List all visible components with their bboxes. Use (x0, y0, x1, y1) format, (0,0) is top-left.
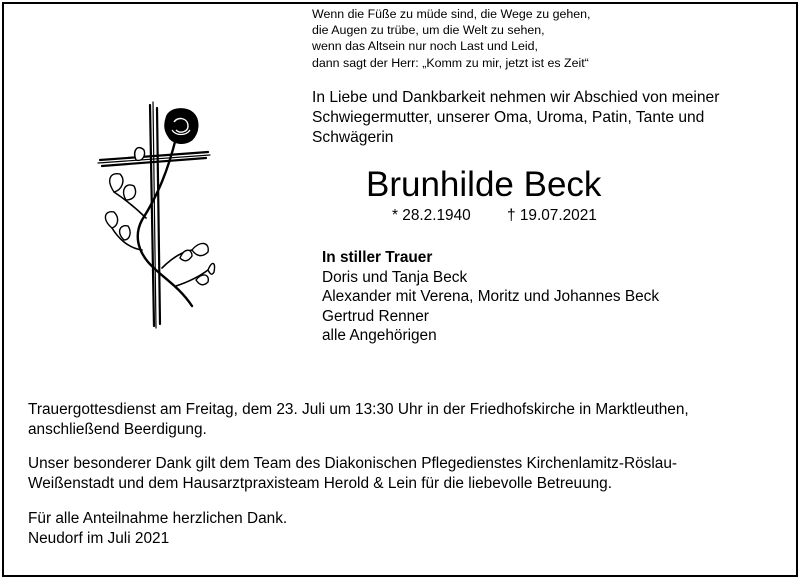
intro-line: Schwiegermutter, unserer Oma, Uroma, Patin, Tante und (312, 109, 705, 126)
closing-line: Für alle Anteilnahme herzlichen Dank. (28, 510, 288, 527)
closing-line: Neudorf im Juli 2021 (28, 530, 170, 547)
poem-line: die Augen zu trübe, um die Welt zu sehen, (312, 23, 545, 38)
cross-with-rose-icon (96, 100, 216, 330)
poem-line: Wenn die Füße zu müde sind, die Wege zu gehen, (312, 7, 591, 21)
mourner-name: alle Angehörigen (322, 327, 437, 344)
service-line: anschließend Beerdigung. (28, 421, 207, 438)
thanks-line: Weißenstadt und dem Hausarztpraxisteam Herold & Lein für die liebevolle Betreuung. (28, 475, 613, 492)
intro-line: In Liebe und Dankbarkeit nehmen wir Abschied von meiner (312, 89, 720, 106)
thanks-line: Unser besonderer Dank gilt dem Team des Diakonischen Pflegedienstes Kirchenlamitz-Röslau- (28, 455, 678, 472)
death-date: † 19.07.2021 (507, 207, 597, 224)
service-info (28, 400, 689, 440)
farewell-intro (312, 88, 719, 148)
mourners-heading: In stiller Trauer (322, 249, 433, 266)
mourner-name: Gertrud Renner (322, 307, 429, 325)
thanks-note (28, 454, 677, 494)
service-line: Trauergottesdienst am Freitag, dem 23. Juli um 13:30 Uhr in der Friedhofskirche in Marktleuthen, (28, 401, 689, 418)
poem-line: wenn das Altsein nur noch Last und Leid, (312, 39, 538, 54)
mourner-name: Doris und Tanja Beck (322, 268, 468, 286)
birth-date: * 28.2.1940 (392, 207, 471, 224)
poem-line: dann sagt der Herr: „Komm zu mir, jetzt ist es Zeit“ (312, 55, 589, 70)
mourner-name: Alexander mit Verena, Moritz und Johannes Beck (322, 288, 660, 305)
deceased-name: Brunhilde Beck (366, 165, 602, 204)
poem (312, 6, 591, 71)
intro-line: Schwägerin (312, 129, 394, 146)
closing-note (28, 509, 287, 549)
mourners-list (322, 248, 659, 346)
